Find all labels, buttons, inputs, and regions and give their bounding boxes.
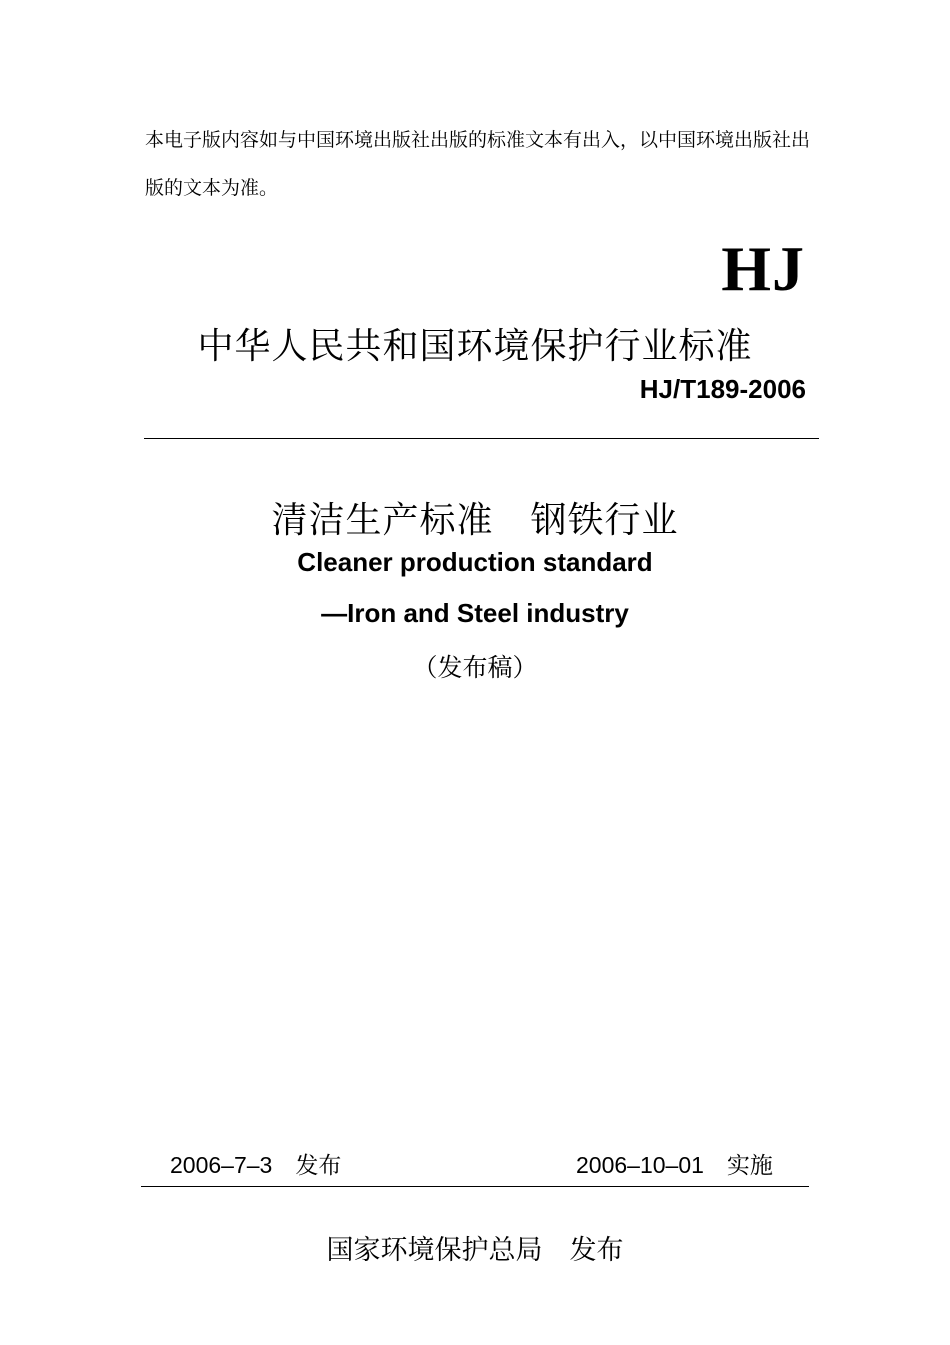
bottom-divider — [141, 1186, 809, 1187]
disclaimer-text: 本电子版内容如与中国环境出版社出版的标准文本有出入，以中国环境出版社出版的文本为准。 — [145, 129, 811, 199]
top-divider — [144, 438, 819, 439]
standard-number: HJ/T189-2006 — [639, 374, 806, 404]
effective-date: 2006–10–01 实施 — [576, 1152, 773, 1178]
standard-mark: HJ — [721, 233, 805, 304]
issue-date: 2006–7–3 发布 — [170, 1152, 342, 1178]
document-title-english-line1: Cleaner production standard — [297, 547, 653, 577]
draft-label: （发布稿） — [412, 653, 538, 682]
document-title-english-line2: —Iron and Steel industry — [321, 598, 629, 628]
document-title-chinese: 清洁生产标准 钢铁行业 — [271, 500, 679, 541]
standard-category-title: 中华人民共和国环境保护行业标准 — [197, 326, 753, 367]
publisher: 国家环境保护总局 发布 — [326, 1235, 624, 1266]
